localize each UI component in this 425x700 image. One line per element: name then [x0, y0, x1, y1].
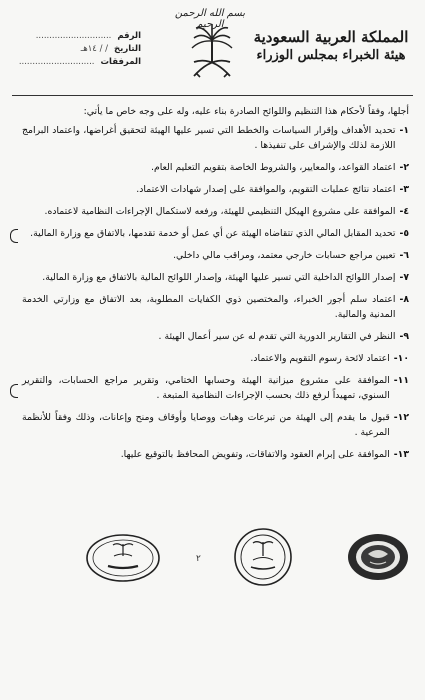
item-text: النظر في التقارير الدورية التي تقدم له عن سير أعمال الهيئة . — [158, 331, 396, 342]
meta-value: / / ١٤هـ — [80, 44, 109, 54]
item-text: اعتماد القواعد، والمعايير، والشروط الخاصة بتقويم التعليم العام. — [150, 162, 396, 173]
meta-row-date — [16, 43, 141, 56]
item-number: ٣- — [399, 184, 409, 195]
meta-value: ............................ — [18, 57, 95, 67]
dark-seal-stamp — [346, 532, 410, 582]
item-text: تحديد الأهداف وإقرار السياسات والخطط التي تسير عليها الهيئة لتحقيق أغراضها، واعتماد البرامج اللازمة لذلك والإشراف على تنفيذها . — [22, 125, 396, 151]
list-item — [22, 329, 409, 344]
meta-row-attachments — [16, 56, 141, 69]
list-item — [22, 410, 409, 440]
list-item — [22, 292, 409, 322]
official-seal-stamp — [84, 532, 162, 584]
page-number-mark: ٢ — [196, 554, 201, 564]
item-number: ٤- — [399, 206, 409, 217]
item-text: اعتماد سلم أجور الخبراء، والمختصين ذوي الكفايات المطلوبة، بعد الاتفاق مع وزارتي الخدمة المدنية والمالية. — [22, 294, 396, 320]
item-text: تعيين مراجع حسابات خارجي معتمد، ومراقب مالي داخلي. — [173, 250, 396, 261]
org-country: المملكة العربية السعودية — [253, 28, 409, 46]
punch-hole-mark — [10, 229, 18, 243]
list-item — [22, 226, 409, 241]
organization-heading — [251, 28, 411, 63]
item-text: الموافقة على مشروع ميزانية الهيئة وحسابها الختامي، وتقرير مراجع الحسابات، والتقرير السنوي، تمهيداً لرفع ذلك بحسب الإجراءات النظامية المتبعة . — [22, 375, 390, 401]
list-item — [22, 160, 409, 175]
item-number: ٨- — [399, 294, 409, 305]
meta-row-number — [16, 30, 141, 43]
item-number: ١٠- — [393, 353, 409, 364]
saudi-emblem-icon — [188, 22, 236, 80]
item-number: ١٣- — [393, 449, 409, 460]
org-department: هيئة الخبراء بمجلس الوزراء — [256, 48, 406, 63]
list-item — [22, 123, 409, 153]
item-number: ٧- — [399, 272, 409, 283]
list-item — [22, 447, 409, 462]
item-number: ٢- — [399, 162, 409, 173]
list-item — [22, 351, 409, 366]
item-number: ٥- — [399, 228, 409, 239]
item-text: اعتماد لائحة رسوم التقويم والاعتماد. — [250, 353, 390, 364]
list-item — [22, 373, 409, 403]
list-item — [22, 270, 409, 285]
list-item — [22, 204, 409, 219]
item-text: تحديد المقابل المالي الذي تتقاضاه الهيئة عن أي عمل أو خدمة تقدمها، بالاتفاق مع وزارة المالية. — [30, 228, 396, 239]
intro-paragraph: أجلها، وفقاً لأحكام هذا التنظيم واللوائح الصادرة بناء عليه، وله على وجه خاص ما يأتي: — [83, 106, 409, 117]
item-text: قبول ما يقدم إلى الهيئة من تبرعات وهبات ووصايا وأوقاف ومنح وإعانات، وذلك وفقاً للأنظمة المرعية . — [22, 412, 390, 438]
document-body — [22, 104, 409, 469]
list-item — [22, 182, 409, 197]
item-text: اعتماد نتائج عمليات التقويم، والموافقة على إصدار شهادات الاعتماد. — [136, 184, 396, 195]
item-number: ١٢- — [393, 412, 409, 423]
punch-hole-mark — [10, 384, 18, 398]
item-number: ٦- — [399, 250, 409, 261]
meta-label: التاريخ — [114, 44, 141, 54]
item-number: ١- — [399, 125, 409, 136]
header-divider — [12, 95, 413, 96]
item-text: الموافقة على مشروع الهيكل التنظيمي للهيئة، ورفعه لاستكمال الإجراءات النظامية لاعتماده. — [44, 206, 396, 217]
basmala: بسم الله الرحمن الرحيم — [174, 8, 246, 30]
round-seal-stamp — [232, 526, 294, 588]
list-item — [22, 248, 409, 263]
meta-label: المرفقات — [100, 57, 141, 67]
meta-value: ............................ — [35, 31, 112, 41]
item-number: ١١- — [393, 375, 409, 386]
item-number: ٩- — [399, 331, 409, 342]
reference-block — [16, 30, 141, 69]
meta-label: الرقم — [117, 31, 141, 41]
item-text: الموافقة على إبرام العقود والاتفاقات، وتفويض المحافظ بالتوقيع عليها. — [120, 449, 390, 460]
item-text: إصدار اللوائح الداخلية التي تسير عليها الهيئة، وإصدار اللوائح المالية بالاتفاق مع وزارة المالية. — [42, 272, 396, 283]
